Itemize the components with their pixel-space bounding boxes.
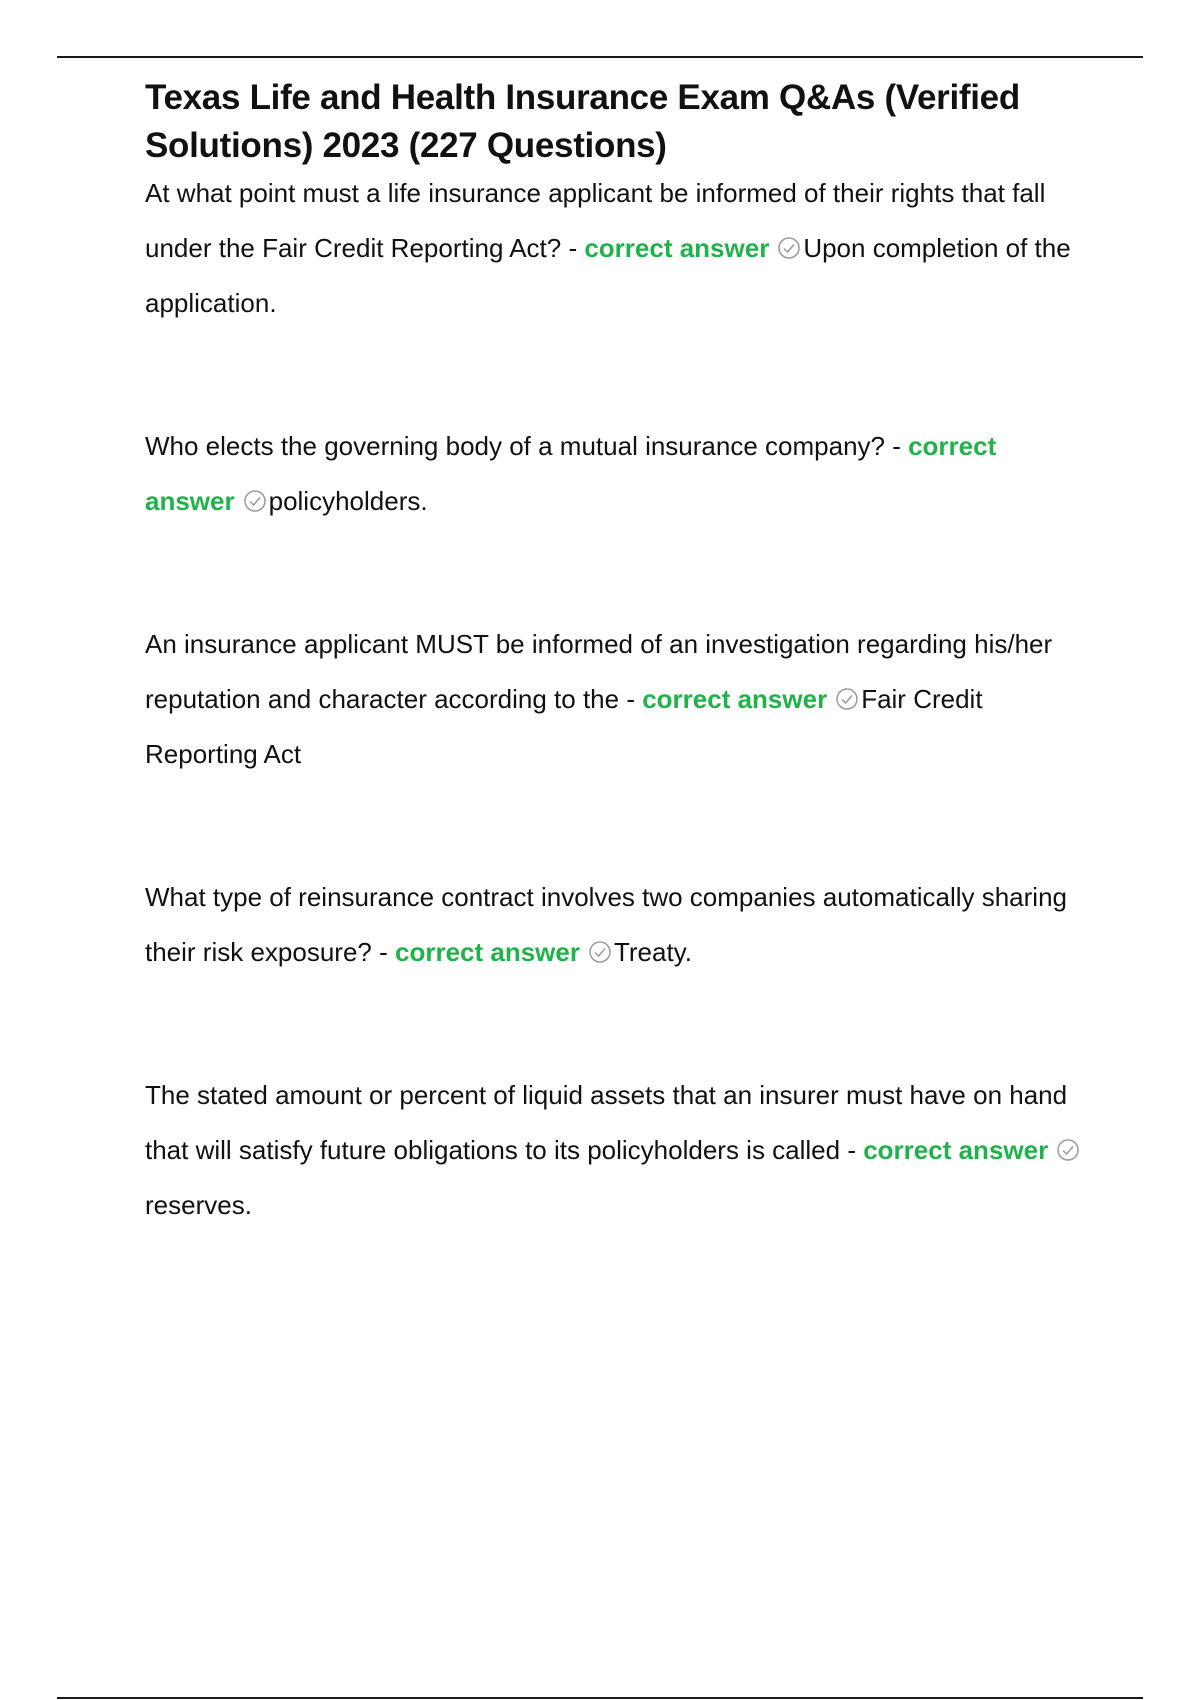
question-text: At what point must a life insurance applicant be informed of their rights that fall under the Fair Credit Reporting Act? — [145, 178, 1046, 263]
answer-text: Treaty. — [613, 937, 692, 967]
check-circle-icon — [777, 236, 801, 260]
question-text: The stated amount or percent of liquid assets that an insurer must have on hand that will satisfy future obligations to its policyholders is called — [145, 1080, 1068, 1165]
separator: - — [561, 233, 585, 263]
check-circle-icon — [835, 687, 859, 711]
document-title: Texas Life and Health Insurance Exam Q&As (Verified Solutions) 2023 (227 Questions) — [145, 78, 1020, 165]
qa-item — [145, 617, 1090, 782]
qa-item — [145, 870, 1090, 980]
question-text: Who elects the governing body of a mutual insurance company? — [145, 431, 885, 461]
answer-text: Fair Credit Reporting Act — [145, 684, 983, 769]
bottom-rule — [57, 1697, 1143, 1699]
top-rule — [57, 56, 1143, 58]
separator: - — [619, 684, 643, 714]
check-circle-icon — [588, 940, 612, 964]
check-circle-icon — [243, 489, 267, 513]
correct-answer-label: correct answer — [642, 684, 828, 714]
qa-item — [145, 1068, 1090, 1233]
document-body — [145, 74, 1090, 1233]
question-text: What type of reinsurance contract involves two companies automatically sharing their risk exposure? — [145, 882, 1067, 967]
answer-text: policyholders. — [268, 486, 428, 516]
check-circle-icon — [1056, 1138, 1080, 1162]
question-text: An insurance applicant MUST be informed of an investigation regarding his/her reputation and character according to the — [145, 629, 1053, 714]
qa-item — [145, 419, 1090, 529]
correct-answer-label: correct answer — [584, 233, 770, 263]
correct-answer-label: correct answer — [145, 431, 997, 516]
separator: - — [371, 937, 395, 967]
separator: - — [840, 1135, 864, 1165]
answer-text: reserves. — [145, 1190, 252, 1220]
correct-answer-label: correct answer — [863, 1135, 1049, 1165]
correct-answer-label: correct answer — [395, 937, 580, 967]
qa-item — [145, 166, 1090, 331]
answer-text: Upon completion of the application. — [145, 233, 1071, 318]
separator: - — [884, 431, 909, 461]
